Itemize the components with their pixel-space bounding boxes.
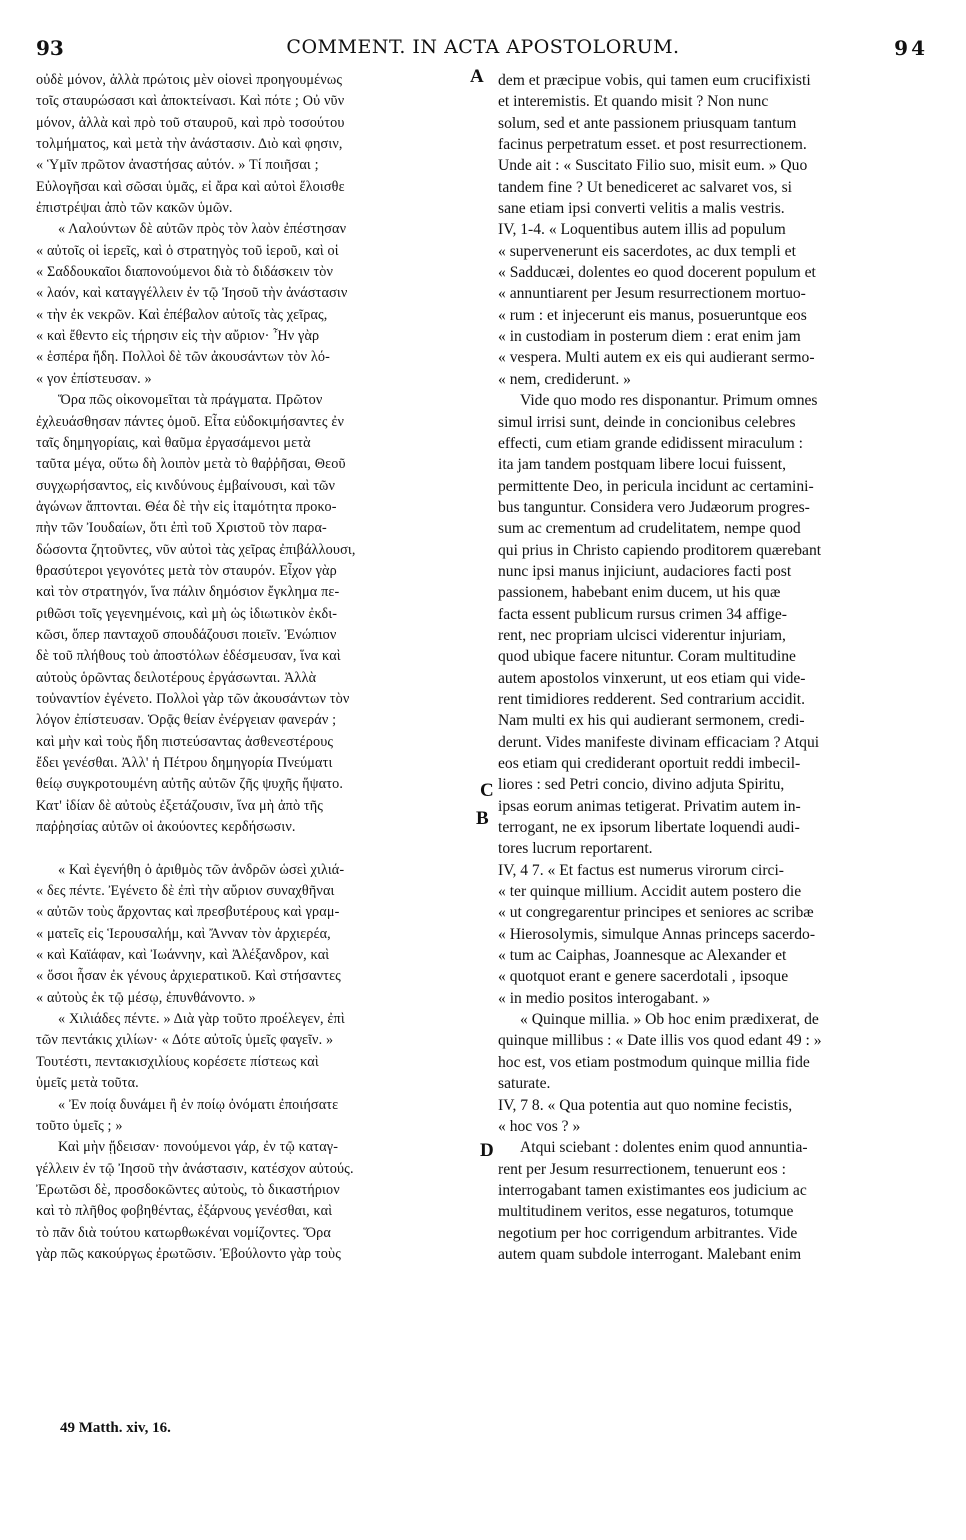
page-number-left: 93 bbox=[36, 36, 64, 60]
greek-text-line: « Σαδδουκαῖοι διαπονούμενοι διὰ τὸ διδάσκειν τὸν bbox=[36, 264, 334, 281]
latin-text-line: IV, 1-4. « Loquentibus autem illis ad populum bbox=[498, 221, 786, 239]
latin-text-line: quod ubique facere nituntur. Coram multitudine bbox=[498, 648, 796, 666]
latin-text-line: « vespera. Multi autem ex eis qui audierant sermo- bbox=[498, 349, 815, 367]
greek-text-line: ριθῶσι τοῖς γεγενημένοις, καὶ μὴ ὡς ἰδιωτικὸν ἐκδι- bbox=[36, 605, 338, 622]
latin-text-line: ita jam tandem postquam libere locui fuissent, bbox=[498, 456, 786, 474]
greek-text-line: θρασύτεροι γεγονότες μετὰ τὸν σταυρόν. Εἶχον γὰρ bbox=[36, 562, 337, 579]
greek-text-line: « ματεῖς εἰς Ἱερουσαλήμ, καὶ Ἄνναν τὸν ἀρχιερέα, bbox=[36, 925, 331, 942]
running-title: COMMENT. IN ACTA APOSTOLORUM. bbox=[286, 36, 680, 58]
latin-text-line: sum ac crementum ad crudelitatem, nempe quod bbox=[498, 520, 801, 538]
greek-text-line: « καὶ Καϊάφαν, καὶ Ἰωάννην, καὶ Ἀλέξανδρον, καὶ bbox=[36, 947, 330, 964]
page-number-right: 94 bbox=[894, 36, 928, 60]
greek-text-line: ἐχλευάσθησαν πάντες ὁμοῦ. Εἶτα εὐδοκιμήσαντες ἐν bbox=[36, 413, 345, 430]
latin-text-line: « hoc vos ? » bbox=[498, 1117, 581, 1135]
latin-text-line: rent timidiores redderent. Sed contrarium accidit. bbox=[498, 690, 806, 708]
latin-text-line: « tum ac Caiphas, Joannesque ac Alexander et bbox=[498, 947, 787, 965]
latin-text-line: ipsas eorum animas tetigerat. Privatim autem in- bbox=[498, 797, 801, 815]
greek-text-line: « γον ἐπίστευσαν. » bbox=[36, 370, 152, 387]
latin-text-line: terrogant, ne ex ipsorum libertate loquendi audi- bbox=[498, 819, 800, 837]
greek-text-line: « Χιλιάδες πέντε. » Διὰ γὰρ τοῦτο προέλεγεν, ἐπὶ bbox=[58, 1011, 345, 1028]
latin-text-line: « supervenerunt eis sacerdotes, ac dux templi et bbox=[498, 242, 796, 260]
greek-text-line: τὸ πᾶν διὰ τούτου κατωρθωκέναι νομίζοντες. Ὅρα bbox=[36, 1224, 331, 1241]
greek-text-line: γέλλειν ἐν τῷ Ἰησοῦ τὴν ἀνάστασιν, κατέσχον αὐτούς. bbox=[36, 1160, 354, 1177]
latin-text-line: negotium per hoc corrigendum arbitrantes. Vide bbox=[498, 1224, 798, 1242]
latin-text-line: « nem, crediderunt. » bbox=[498, 370, 631, 388]
greek-text-line: ἐπιστρέψαι ἀπὸ τῶν κακῶν ὑμῶν. bbox=[36, 200, 233, 217]
latin-text-line: bus tanguntur. Considera vero Judæorum progres- bbox=[498, 498, 810, 516]
greek-text-line: « αὐτῶν τοὺς ἄρχοντας καὶ πρεσβυτέρους καὶ γραμ- bbox=[36, 904, 340, 921]
latin-text-line: qui prius in Christo capiendo proditorem quærebant bbox=[498, 541, 822, 559]
margin-letter-d: D bbox=[480, 1140, 494, 1161]
latin-text-line: liores : sed Petri concio, divino adjuta Spiritu, bbox=[498, 776, 785, 794]
latin-text-line: eos etiam qui crediderant oportuit reddi imbecil- bbox=[498, 755, 801, 772]
latin-text-line: saturate. bbox=[498, 1075, 551, 1093]
latin-text-line: facta essent publicum rursus crimen 34 affige- bbox=[498, 605, 787, 623]
latin-text-line: simul irrisi sunt, deinde in concionibus celebres bbox=[498, 413, 796, 431]
greek-text-line: καὶ τὸ πλῆθος φοβηθέντας, ἐξάρνους γενέσθαι, καὶ bbox=[36, 1203, 333, 1220]
greek-text-line: Τουτέστι, πεντακισχιλίους κορέσετε πίστεως καὶ bbox=[36, 1053, 319, 1070]
greek-text-line: « λαόν, καὶ καταγγέλλειν ἐν τῷ Ἰησοῦ τὴν ἀνάστασιν bbox=[36, 285, 348, 302]
greek-text-line: « Λαλούντων δὲ αὐτῶν πρὸς τὸν λαὸν ἐπέστησαν bbox=[58, 221, 347, 238]
greek-text-line bbox=[36, 838, 476, 859]
greek-text-line: παῤῥησίας αὐτῶν οἱ ἀκούοντες κερδήσωσιν. bbox=[36, 819, 296, 836]
latin-text-line: facinus perpetratum esset. et post resurrectionem. bbox=[498, 136, 807, 154]
greek-text-line: τολμήματος, καὶ μετὰ τὴν ἀνάστασιν. Διὸ καὶ φησιν, bbox=[36, 136, 343, 153]
greek-text-line: συγχωρήσαντος, εἰς κινδύνους ἐμβαίνουσι, καὶ τῶν bbox=[36, 477, 336, 494]
greek-text-line: γὰρ πῶς κακούργως ἐρωτῶσιν. Ἐβούλοντο γὰρ τοὺς bbox=[36, 1245, 341, 1262]
greek-text-line: αὐτοὺς ὁρῶντας δειλοτέρους ἐργάσωνται. Ἀλλὰ bbox=[36, 669, 317, 686]
greek-text-line: τοῦτο ὑμεῖς ; » bbox=[36, 1117, 123, 1134]
latin-text-line: derunt. Vides manifeste divinam efficaciam ? Atqui bbox=[498, 733, 820, 751]
greek-text-line: « αὐτοῖς οἱ ἱερεῖς, καὶ ὁ στρατηγὸς τοῦ ἱεροῦ, καὶ οἱ bbox=[36, 242, 339, 259]
latin-text-line: multitudinem veritos, esse negaturos, totumque bbox=[498, 1203, 794, 1221]
latin-text-line: « rum : et injecerunt eis manus, posueruntque eos bbox=[498, 306, 807, 324]
latin-text-line: Atqui sciebant : dolentes enim quod annuntia- bbox=[520, 1139, 808, 1157]
greek-text-line: Κατ' ἰδίαν δὲ αὐτοὺς ἐξετάζουσιν, ἵνα μὴ ἀπὸ τῆς bbox=[36, 797, 324, 814]
latin-text-line: « Quinque millia. » Ob hoc enim prædixerat, de bbox=[520, 1011, 819, 1029]
margin-letter-c: C bbox=[480, 780, 494, 801]
latin-text-line: tores lucrum reportarent. bbox=[498, 840, 653, 858]
greek-text-line: μόνον, ἀλλὰ καὶ πρὸ τοῦ σταυροῦ, καὶ πρὸ τοσούτου bbox=[36, 114, 345, 131]
latin-text-line: « quotquot erant e genere sacerdotali , ipsoque bbox=[498, 968, 789, 986]
margin-letter-a: A bbox=[470, 66, 484, 87]
greek-text-line: καὶ μὴν καὶ τοὺς ἤδη πιστεύσαντας ἀσθενεστέρους bbox=[36, 733, 334, 750]
greek-text-line: « Καὶ ἐγενήθη ὁ ἀριθμὸς τῶν ἀνδρῶν ὡσεὶ χιλιά- bbox=[58, 861, 345, 878]
greek-text-line: ἔδει γενέσθαι. Ἀλλ' ἡ Πέτρου δημηγορία Πνεύματι bbox=[36, 755, 333, 771]
greek-text-line: « Ἐν ποίᾳ δυνάμει ἢ ἐν ποίῳ ὀνόματι ἐποιήσατε bbox=[58, 1096, 339, 1113]
greek-text-line: ταῖς δημηγορίαις, καὶ θαῦμα ἐργασάμενοι μετὰ bbox=[36, 434, 311, 451]
greek-text-line: « αὐτοὺς ἐκ τῷ μέσῳ, ἐπυνθάνοντο. » bbox=[36, 989, 256, 1006]
greek-text-line: Εὐλογῆσαι καὶ σῶσαι ὑμᾶς, εἰ ἄρα καὶ αὐτοὶ ἕλοισθε bbox=[36, 178, 345, 195]
latin-text-line: hoc est, vos etiam postmodum quinque millia fide bbox=[498, 1053, 810, 1071]
greek-text-line: « Ὑμῖν πρῶτον ἀναστήσας αὐτόν. » Τί ποιῆσαι ; bbox=[36, 157, 319, 174]
greek-text-line: τοὐναντίον ἐγένετο. Πολλοὶ γὰρ τῶν ἀκουσάντων τὸν bbox=[36, 690, 350, 707]
latin-text-line: Unde ait : « Suscitato Filio suo, misit eum. » Quo bbox=[498, 157, 808, 175]
latin-text-line: nunc ipsi manus injiciunt, audaciores facti post bbox=[498, 562, 792, 580]
greek-text-line: λόγον ἐπίστευσαν. Ὁρᾷς θείαν ἐνέργειαν φανεράν ; bbox=[36, 712, 337, 729]
latin-text-line: tandem fine ? Ut benediceret ac salvaret vos, si bbox=[498, 178, 792, 196]
latin-text-line: rent, nec propriam ulcisci viderentur injuriam, bbox=[498, 626, 786, 644]
greek-text-line: « δες πέντε. Ἐγένετο δὲ ἐπὶ τὴν αὔριον συναχθῆναι bbox=[36, 883, 335, 900]
latin-text-line: passionem, habebant enim ducem, ut his quæ bbox=[498, 584, 781, 602]
latin-text-line: « in medio positos interogabant. » bbox=[498, 989, 711, 1007]
latin-text-line: autem apostolos vinxerunt, ut eos etiam qui vide- bbox=[498, 669, 806, 687]
latin-text-line: « annuntiarent per Jesum resurrectionem mortuo- bbox=[498, 285, 806, 303]
greek-text-line: δώσοντα ζητοῦντες, νῦν αὐτοὶ τὰς χεῖρας ἐπιβάλλουσι, bbox=[36, 541, 356, 558]
latin-text-line: « in custodiam in posterum diem : erat enim jam bbox=[498, 328, 801, 346]
latin-text-line: rent per Jesum resurrectionem, tenuerunt eos : bbox=[498, 1160, 786, 1178]
latin-column bbox=[498, 70, 930, 1265]
latin-text-line: interrogabant tamen existimantes eos judicium ac bbox=[498, 1181, 807, 1199]
latin-text-line: effecti, cum etiam grande edidissent miraculum : bbox=[498, 434, 803, 452]
page-header bbox=[0, 36, 966, 62]
greek-text-line: « ὅσοι ἦσαν ἐκ γένους ἀρχιερατικοῦ. Καὶ στήσαντες bbox=[36, 968, 341, 985]
latin-text-line: Nam multi ex his qui audierant sermonem, credi- bbox=[498, 712, 805, 730]
greek-column bbox=[36, 70, 476, 1265]
greek-text-line: πὴν τῶν Ἰουδαίων, ὅτι ἐπὶ τοῦ Χριστοῦ τὸν παρα- bbox=[36, 520, 327, 537]
greek-text-line: τῶν πεντάκις χιλίων· « Δότε αὐτοῖς ὑμεῖς φαγεῖν. » bbox=[36, 1032, 334, 1049]
greek-text-line: οὐδὲ μόνον, ἀλλὰ πρώτοις μὲν οἱονεὶ προηγουμένως bbox=[36, 72, 343, 88]
greek-text-line: κῶσι, ὅπερ πανταχοῦ σπουδάζουσι ποιεῖν. Ἐνώπιον bbox=[36, 626, 337, 643]
latin-text-line: permittente Deo, in pericula incidunt ac certamini- bbox=[498, 477, 814, 495]
greek-text-line: Ὅρα πῶς οἰκονομεῖται τὰ πράγματα. Πρῶτον bbox=[58, 392, 323, 409]
latin-text-line: IV, 7 8. « Qua potentia aut quo nomine fecistis, bbox=[498, 1096, 793, 1114]
greek-text-line: τοῖς σταυρώσασι καὶ ἀποκτείνασι. Καὶ πότε ; Οὐ νῦν bbox=[36, 93, 345, 110]
greek-text-line: ταῦτα μέγα, οὕτω δὴ λοιπὸν μετὰ τὸ θαῤῥῆσαι, Θεοῦ bbox=[36, 456, 346, 473]
latin-text-line: « ter quinque millium. Accidit autem postero die bbox=[498, 883, 802, 901]
latin-text-line: et interemistis. Et quando misit ? Non nunc bbox=[498, 93, 769, 111]
greek-text-line: ὑμεῖς μετὰ τοῦτα. bbox=[36, 1075, 139, 1092]
greek-text-line: καὶ τὸν στρατηγόν, ἵνα πάλιν δημόσιον ἔγκλημα πε- bbox=[36, 584, 340, 601]
latin-text-line: autem quam subdole interrogant. Malebant enim bbox=[498, 1245, 802, 1263]
margin-letter-b: B bbox=[476, 808, 489, 829]
greek-text-line: Καὶ μὴν ᾔδεισαν· πονούμενοι γάρ, ἐν τῷ καταγ- bbox=[58, 1139, 339, 1156]
latin-text-line: « Sadducæi, dolentes eo quod docerent populum et bbox=[498, 264, 816, 282]
greek-text-line: θείῳ συγκροτουμένη αὐτῆς αὐτῶν ζῆς ψυχῆς ἥψατο. bbox=[36, 776, 344, 793]
latin-text-line: dem et præcipue vobis, qui tamen eum crucifixisti bbox=[498, 72, 811, 89]
latin-text-line: IV, 4 7. « Et factus est numerus virorum circi- bbox=[498, 861, 784, 879]
latin-text-line: Vide quo modo res disponantur. Primum omnes bbox=[520, 392, 818, 410]
latin-text-line: sane etiam ipsi converti velitis a malis vestris. bbox=[498, 200, 785, 218]
latin-text-line: « Hierosolymis, simulque Annas princeps sacerdo- bbox=[498, 925, 816, 943]
greek-text-line: ἀγώνων ἅπτονται. Θέα δὲ τὴν εἰς ἰταμότητα προκο- bbox=[36, 498, 337, 515]
greek-text-line: « τὴν ἐκ νεκρῶν. Καὶ ἐπέβαλον αὐτοῖς τὰς χεῖρας, bbox=[36, 306, 328, 323]
latin-text-line: solum, sed et ante passionem priusquam tantum bbox=[498, 114, 797, 132]
latin-text-line: quinque millibus : « Date illis vos quod edant 49 : » bbox=[498, 1032, 822, 1050]
greek-text-line: Ἐρωτῶσι δὲ, προσδοκῶντες αὐτοὺς, τὸ δικαστήριον bbox=[36, 1181, 340, 1198]
latin-text-line: « ut congregarentur principes et seniores ac scribæ bbox=[498, 904, 814, 922]
greek-text-line: δὲ τοῦ πλήθους τοὺ ἀποστόλων ἐδέσμευσαν, ἵνα καὶ bbox=[36, 648, 341, 665]
footnote: 49 Matth. xiv, 16. bbox=[60, 1420, 171, 1436]
greek-text-line: « ἑσπέρα ἤδη. Πολλοὶ δὲ τῶν ἀκουσάντων τὸν λό- bbox=[36, 349, 331, 366]
greek-text-line: « καὶ ἔθεντο εἰς τήρησιν εἰς τὴν αὔριον· Ἦν γὰρ bbox=[36, 328, 320, 345]
